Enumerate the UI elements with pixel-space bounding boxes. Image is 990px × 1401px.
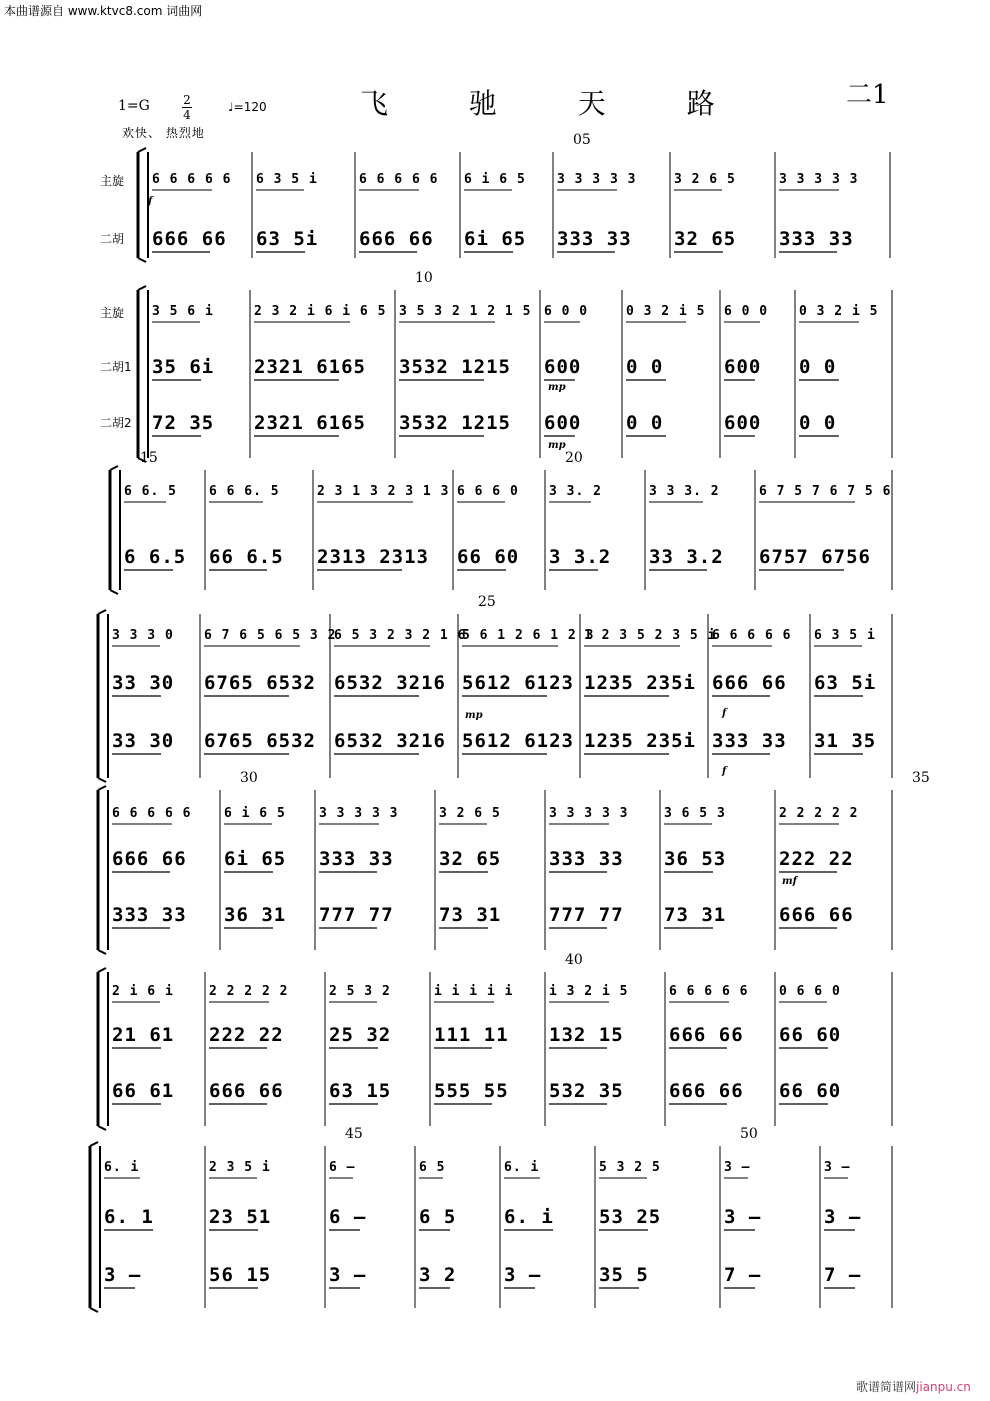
dynamic-marking: mp (548, 440, 566, 451)
measure-notes: 1235 235i (584, 730, 696, 752)
measure-notes: 23 51 (209, 1206, 272, 1228)
measure-notes: 333 33 (549, 848, 624, 870)
measure-notes: 7 – (724, 1264, 762, 1286)
measure-notes: 2 3 5 i (209, 1160, 271, 1175)
measure-notes: 6 6. 5 (124, 484, 177, 499)
measure-notes: 6 7 6 5 6 5 3 2 (204, 628, 337, 643)
tempo-marking: ♩=120 (228, 100, 267, 114)
measure-notes: 333 33 (112, 904, 187, 926)
measure-notes: 21 61 (112, 1024, 175, 1046)
measure-notes: 600 (724, 356, 762, 378)
bracket-hook-bottom (90, 1308, 98, 1312)
time-bottom: 4 (183, 108, 191, 122)
measure-notes: 6 6 6 6 6 (112, 806, 192, 821)
measure-notes: 6 6 6 6 6 (712, 628, 792, 643)
measure-notes: 222 22 (779, 848, 854, 870)
measure-notes: 6765 6532 (204, 730, 316, 752)
page-number: 二1 (846, 80, 889, 110)
measure-notes: 2 i 6 i (112, 984, 174, 999)
measure-notes: 3 – (724, 1160, 751, 1175)
measure-notes: 532 35 (549, 1080, 624, 1102)
dynamic-marking: mf (782, 876, 797, 887)
measure-notes: 600 (724, 412, 762, 434)
measure-notes: 2 2 2 2 2 (209, 984, 289, 999)
measure-notes: 333 33 (712, 730, 787, 752)
measure-notes: 0 0 (799, 356, 837, 378)
bracket-hook-bottom (138, 258, 146, 262)
measure-notes: 5612 6123 (462, 730, 574, 752)
measure-number: 45 (345, 1126, 363, 1142)
measure-notes: 600 (544, 356, 582, 378)
measure-notes: 6 6 6 6 6 (152, 172, 232, 187)
measure-notes: 777 77 (319, 904, 394, 926)
page-title: 飞 驰 天 路 (360, 87, 751, 120)
key-signature: 1=G (118, 98, 150, 114)
measure-number: 25 (478, 594, 496, 610)
measure-notes: 3532 1215 (399, 412, 511, 434)
measure-notes: 666 66 (669, 1080, 744, 1102)
measure-notes: 2321 6165 (254, 412, 366, 434)
measure-number: 10 (415, 270, 433, 286)
dynamic-marking: f (722, 708, 727, 719)
measure-notes: 666 66 (359, 228, 434, 250)
measure-notes: 666 66 (779, 904, 854, 926)
instrument-label: 主旋 (100, 306, 125, 320)
measure-notes: 6532 3216 (334, 672, 446, 694)
measure-notes: 63 15 (329, 1080, 392, 1102)
measure-number: 20 (565, 450, 583, 466)
measure-notes: 2313 2313 (317, 546, 429, 568)
measure-notes: 3 3 3 3 3 (557, 172, 637, 187)
measure-notes: 3 5 6 i (152, 304, 214, 319)
measure-notes: i i i i i (434, 984, 514, 999)
instrument-label: 二胡1 (100, 360, 132, 374)
measure-notes: 6 6 6. 5 (209, 484, 280, 499)
measure-notes: 6 0 0 (724, 304, 769, 319)
measure-notes: 6 6 6 6 6 (669, 984, 749, 999)
measure-notes: 66 60 (779, 1024, 842, 1046)
measure-notes: 36 31 (224, 904, 287, 926)
measure-notes: 56 15 (209, 1264, 272, 1286)
measure-number: 15 (140, 450, 158, 466)
measure-notes: 73 31 (664, 904, 727, 926)
measure-number: 30 (240, 770, 258, 786)
measure-notes: 35 5 (599, 1264, 649, 1286)
bracket-hook-top (90, 1142, 98, 1146)
measure-notes: 66 60 (779, 1080, 842, 1102)
bracket-hook-top (98, 968, 106, 972)
measure-notes: 3 – (824, 1206, 862, 1228)
measure-notes: 132 15 (549, 1024, 624, 1046)
measure-notes: 3 6 5 3 (664, 806, 726, 821)
measure-notes: 3 – (104, 1264, 142, 1286)
footer-domain: jianpu.cn (916, 1380, 971, 1394)
measure-notes: 6757 6756 (759, 546, 871, 568)
measure-notes: 31 35 (814, 730, 877, 752)
measure-notes: 3 3. 2 (549, 484, 602, 499)
footer-site-name: 歌谱简谱网 (856, 1380, 917, 1394)
measure-number: 40 (565, 952, 583, 968)
measure-notes: 63 5i (256, 228, 319, 250)
measure-notes: 5612 6123 (462, 672, 574, 694)
measure-notes: 3532 1215 (399, 356, 511, 378)
measure-notes: 6 6.5 (124, 546, 187, 568)
measure-notes: 3 – (329, 1264, 367, 1286)
dynamic-marking: f (722, 766, 727, 777)
measure-notes: 6 i 6 5 (464, 172, 526, 187)
bracket-hook-bottom (98, 1126, 106, 1130)
measure-notes: 33 30 (112, 730, 175, 752)
measure-notes: 5 3 2 5 (599, 1160, 661, 1175)
measure-notes: 6 3 5 i (256, 172, 318, 187)
measure-notes: 6 5 (419, 1206, 457, 1228)
dynamic-marking: f (148, 196, 153, 207)
bracket-hook-bottom (98, 778, 106, 782)
measure-notes: 666 66 (209, 1080, 284, 1102)
measure-notes: 3 – (504, 1264, 542, 1286)
measure-notes: 6. i (504, 1160, 540, 1175)
measure-notes: 0 6 6 0 (779, 984, 841, 999)
measure-notes: 35 6i (152, 356, 215, 378)
measure-notes: 3 2 6 5 (674, 172, 736, 187)
measure-notes: 6765 6532 (204, 672, 316, 694)
measure-notes: 3 5 3 2 1 2 1 5 (399, 304, 532, 319)
measure-notes: 5 6 1 2 6 1 2 3 (462, 628, 595, 643)
measure-notes: 6 0 0 (544, 304, 589, 319)
measure-notes: 3 – (724, 1206, 762, 1228)
measure-notes: 3 3 3. 2 (649, 484, 720, 499)
measure-notes: 333 33 (319, 848, 394, 870)
measure-notes: 6i 65 (224, 848, 287, 870)
measure-notes: 6 i 6 5 (224, 806, 286, 821)
measure-notes: 32 65 (674, 228, 737, 250)
measure-notes: 72 35 (152, 412, 215, 434)
dynamic-marking: mp (465, 710, 483, 721)
dynamic-marking: mp (548, 382, 566, 393)
measure-number: 05 (573, 132, 591, 148)
measure-notes: 32 65 (439, 848, 502, 870)
measure-notes: 3 2 (419, 1264, 457, 1286)
measure-notes: i 3 2 i 5 (549, 984, 629, 999)
measure-notes: 111 11 (434, 1024, 509, 1046)
measure-notes: 6 6 6 6 6 (359, 172, 439, 187)
instrument-label: 二胡2 (100, 416, 132, 430)
measure-notes: 6532 3216 (334, 730, 446, 752)
measure-notes: 53 25 (599, 1206, 662, 1228)
measure-notes: 7 – (824, 1264, 862, 1286)
measure-notes: 6 – (329, 1160, 356, 1175)
measure-notes: 2 5 3 2 (329, 984, 391, 999)
measure-notes: 33 3.2 (649, 546, 724, 568)
measure-notes: 222 22 (209, 1024, 284, 1046)
measure-notes: 6 5 (419, 1160, 446, 1175)
bracket-hook-top (98, 786, 106, 790)
measure-notes: 666 66 (152, 228, 227, 250)
measure-notes: 6 – (329, 1206, 367, 1228)
expression-marking: 欢快、 热烈地 (122, 126, 205, 140)
measure-notes: 333 33 (779, 228, 854, 250)
measure-notes: 6. i (504, 1206, 554, 1228)
bracket-hook-top (138, 286, 146, 290)
measure-notes: 666 66 (112, 848, 187, 870)
measure-notes: 0 0 (626, 412, 664, 434)
measure-notes: 3 3 3 3 3 (779, 172, 859, 187)
measure-notes: 6 3 5 i (814, 628, 876, 643)
bracket-hook-bottom (98, 950, 106, 954)
measure-notes: 2321 6165 (254, 356, 366, 378)
measure-notes: 66 6.5 (209, 546, 284, 568)
measure-notes: 1 2 3 5 2 3 5 i (584, 628, 717, 643)
measure-notes: 6 6 6 0 (457, 484, 519, 499)
measure-notes: 3 – (824, 1160, 851, 1175)
measure-notes: 600 (544, 412, 582, 434)
measure-notes: 36 53 (664, 848, 727, 870)
measure-notes: 3 3 3 3 3 (319, 806, 399, 821)
footer-watermark (856, 1378, 971, 1395)
bracket-hook-top (138, 148, 146, 152)
measure-notes: 0 3 2 i 5 (799, 304, 879, 319)
measure-number: 50 (740, 1126, 758, 1142)
measure-notes: 666 66 (712, 672, 787, 694)
measure-notes: 6 5 3 2 3 2 1 6 (334, 628, 467, 643)
measure-notes: 6 7 5 7 6 7 5 6 (759, 484, 892, 499)
measure-notes: 66 60 (457, 546, 520, 568)
measure-notes: 3 3 3 0 (112, 628, 174, 643)
measure-notes: 6i 65 (464, 228, 527, 250)
measure-notes: 333 33 (557, 228, 632, 250)
measure-notes: 0 0 (799, 412, 837, 434)
measure-notes: 6. i (104, 1160, 140, 1175)
measure-notes: 6. 1 (104, 1206, 154, 1228)
measure-notes: 2 3 1 3 2 3 1 3 (317, 484, 450, 499)
measure-notes: 666 66 (669, 1024, 744, 1046)
bracket-hook-bottom (110, 590, 118, 594)
measure-notes: 0 3 2 i 5 (626, 304, 706, 319)
measure-notes: 2 2 2 2 2 (779, 806, 859, 821)
bracket-hook-top (98, 610, 106, 614)
instrument-label: 二胡 (100, 232, 125, 246)
measure-notes: 25 32 (329, 1024, 392, 1046)
bracket-hook-top (110, 466, 118, 470)
measure-notes: 63 5i (814, 672, 877, 694)
measure-notes: 777 77 (549, 904, 624, 926)
source-watermark: 本曲谱源自 www.ktvc8.com 词曲网 (4, 4, 203, 18)
time-top: 2 (183, 93, 191, 107)
measure-number: 35 (912, 770, 930, 786)
instrument-label: 主旋 (100, 174, 125, 188)
measure-notes: 555 55 (434, 1080, 509, 1102)
measure-notes: 73 31 (439, 904, 502, 926)
measure-notes: 66 61 (112, 1080, 175, 1102)
measure-notes: 3 3 3 3 3 (549, 806, 629, 821)
measure-notes: 33 30 (112, 672, 175, 694)
measure-notes: 0 0 (626, 356, 664, 378)
measure-notes: 3 2 6 5 (439, 806, 501, 821)
measure-notes: 1235 235i (584, 672, 696, 694)
measure-notes: 2 3 2 i 6 i 6 5 (254, 304, 387, 319)
measure-notes: 3 3.2 (549, 546, 612, 568)
